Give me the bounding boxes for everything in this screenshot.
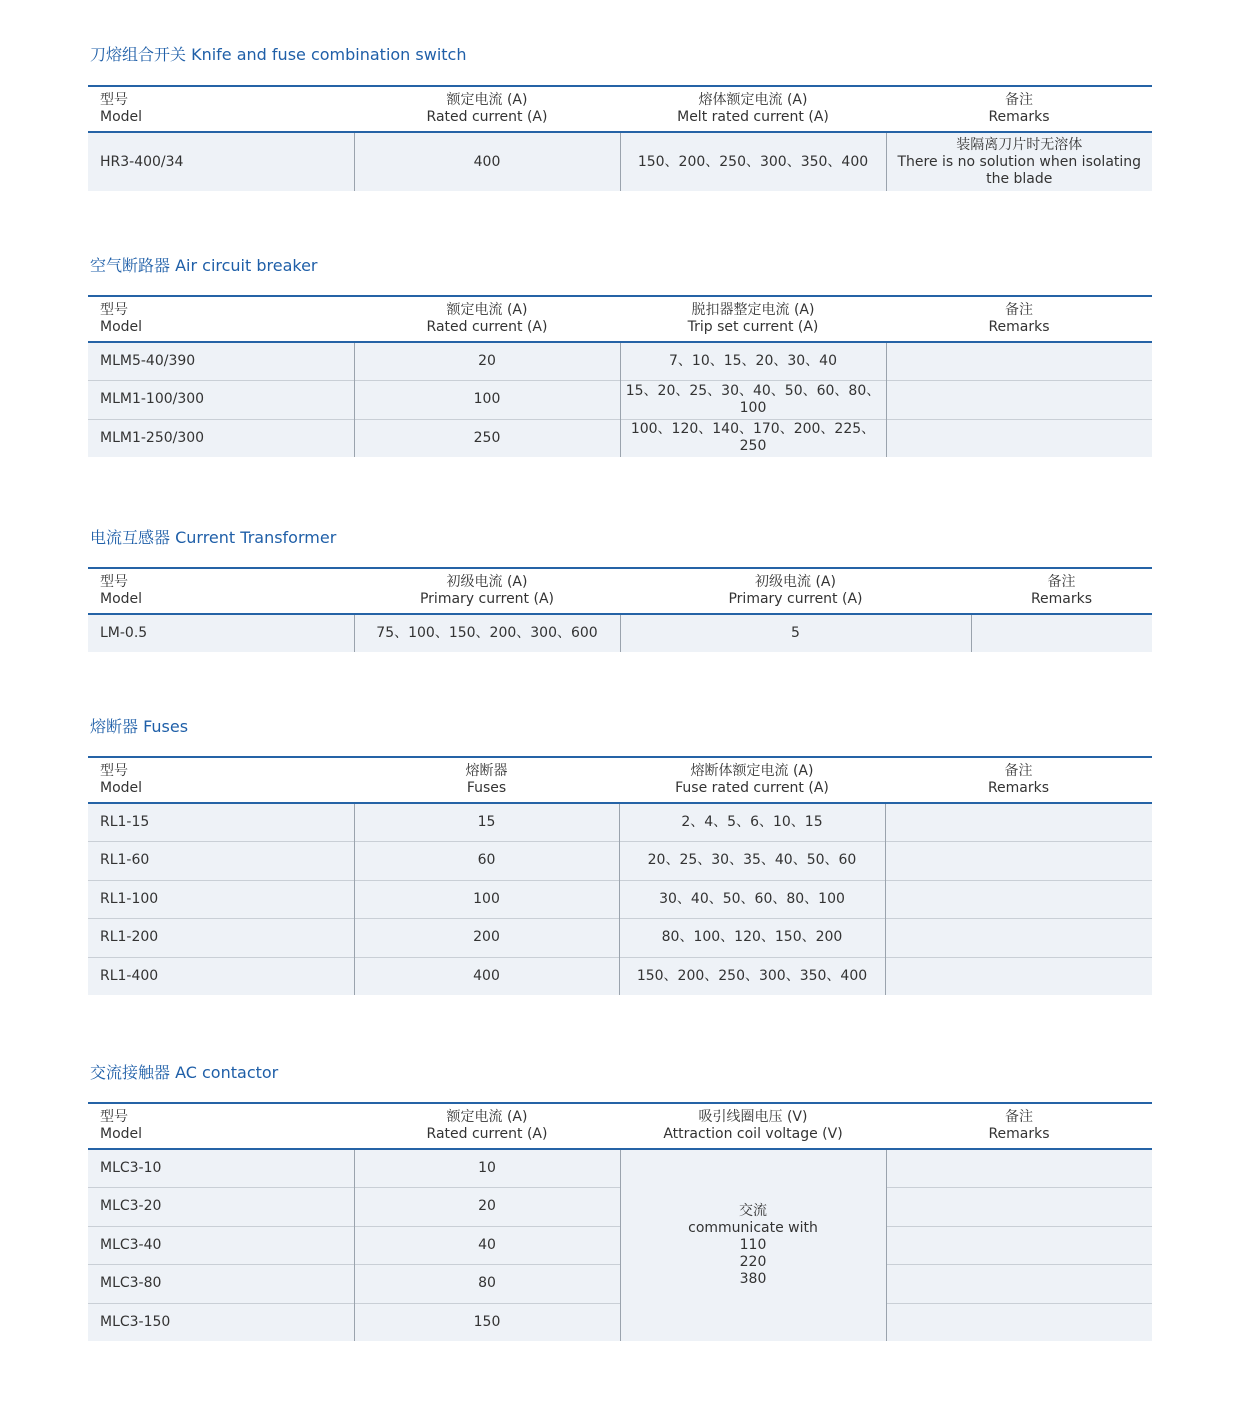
- cell-model: MLC3-150: [88, 1303, 354, 1341]
- cell-remarks: [886, 1187, 1152, 1226]
- section-title: 交流接触器 AC contactor: [90, 1063, 279, 1082]
- cell-fuse: 15: [354, 803, 619, 841]
- header-rated-current: 额定电流 (A) Rated current (A): [354, 1103, 620, 1149]
- cell-rated-current: 250: [354, 419, 620, 457]
- header-model: 型号 Model: [88, 568, 354, 614]
- cell-model: RL1-60: [88, 841, 354, 880]
- table-row: [88, 803, 1152, 841]
- table-header-row: [88, 1103, 1152, 1149]
- header-model: 型号 Model: [88, 757, 354, 803]
- table-header-row: [88, 757, 1152, 803]
- table-row: [88, 419, 1152, 457]
- coil-voltage-220: 220: [739, 1254, 767, 1270]
- table-row: [88, 1149, 1152, 1187]
- table-header-row: [88, 296, 1152, 342]
- header-primary-current: 初级电流 (A) Primary current (A): [354, 568, 620, 614]
- header-rated-current: 额定电流 (A) Rated current (A): [354, 86, 620, 132]
- cell-model: MLC3-10: [88, 1149, 354, 1187]
- header-model: 型号 Model: [88, 86, 354, 132]
- cell-coil-voltage: [620, 1149, 886, 1341]
- current-transformer-table: [88, 567, 1152, 652]
- cell-model: RL1-400: [88, 957, 354, 995]
- cell-remarks: [886, 132, 1152, 191]
- table-header-row: [88, 568, 1152, 614]
- coil-voltage-380: 380: [739, 1271, 767, 1287]
- cell-fuse-current-range: 80、100、120、150、200: [619, 918, 885, 957]
- table-row: [88, 342, 1152, 380]
- cell-trip-current-range: 7、10、15、20、30、40: [620, 342, 886, 380]
- cell-fuse-current-range: 150、200、250、300、350、400: [619, 957, 885, 995]
- header-model: 型号 Model: [88, 1103, 354, 1149]
- cell-remarks: [886, 1303, 1152, 1341]
- cell-secondary-current: 5: [620, 614, 971, 652]
- section-title: 空气断路器 Air circuit breaker: [90, 256, 318, 275]
- cell-fuse-current-range: 30、40、50、60、80、100: [619, 880, 885, 918]
- cell-model: MLC3-80: [88, 1264, 354, 1303]
- cell-fuse: 200: [354, 918, 619, 957]
- cell-remarks: [885, 880, 1152, 918]
- header-remarks: 备注 Remarks: [886, 86, 1152, 132]
- cell-model: RL1-100: [88, 880, 354, 918]
- cell-model: HR3-400/34: [88, 132, 354, 191]
- header-remarks: 备注 Remarks: [886, 296, 1152, 342]
- header-model: 型号 Model: [88, 296, 354, 342]
- cell-remarks: [885, 918, 1152, 957]
- cell-melt-current-range: 150、200、250、300、350、400: [620, 132, 886, 191]
- air-breaker-table: [88, 295, 1152, 457]
- table-row: [88, 614, 1152, 652]
- cell-remarks: [886, 419, 1152, 457]
- coil-voltage-zh: 交流: [739, 1203, 767, 1219]
- cell-fuse: 400: [354, 957, 619, 995]
- header-remarks: 备注 Remarks: [885, 757, 1152, 803]
- cell-remarks: [886, 1149, 1152, 1187]
- cell-remarks: [885, 841, 1152, 880]
- cell-fuse-current-range: 20、25、30、35、40、50、60: [619, 841, 885, 880]
- cell-rated-current: 400: [354, 132, 620, 191]
- fuses-table: [88, 756, 1152, 995]
- cell-trip-current-range: 100、120、140、170、200、225、250: [620, 419, 886, 457]
- cell-model: MLC3-20: [88, 1187, 354, 1226]
- cell-trip-current-range: [620, 380, 886, 419]
- cell-model: MLM1-100/300: [88, 380, 354, 419]
- range-line-2: 100: [739, 399, 767, 416]
- table-row: [88, 957, 1152, 995]
- header-remarks: 备注 Remarks: [971, 568, 1152, 614]
- header-remarks: 备注 Remarks: [886, 1103, 1152, 1149]
- cell-remarks: [886, 1226, 1152, 1264]
- cell-primary-current: 75、100、150、200、300、600: [354, 614, 620, 652]
- cell-rated-current: 80: [354, 1264, 620, 1303]
- coil-voltage-110: 110: [739, 1237, 767, 1253]
- knife-fuse-table: [88, 85, 1152, 191]
- cell-fuse: 100: [354, 880, 619, 918]
- ac-contactor-table: [88, 1102, 1152, 1341]
- cell-remarks: [886, 380, 1152, 419]
- cell-remarks: [885, 803, 1152, 841]
- header-primary-current-2: 初级电流 (A) Primary current (A): [620, 568, 971, 614]
- cell-model: MLM5-40/390: [88, 342, 354, 380]
- header-fuse-rated-current: 熔断体额定电流 (A) Fuse rated current (A): [619, 757, 885, 803]
- coil-voltage-en: communicate with: [688, 1220, 818, 1236]
- cell-remarks: [886, 1264, 1152, 1303]
- table-header-row: [88, 86, 1152, 132]
- range-line-1: 15、20、25、30、40、50、60、80、: [625, 382, 881, 399]
- remark-en-cont: the blade: [986, 170, 1053, 187]
- cell-model: RL1-200: [88, 918, 354, 957]
- header-coil-voltage: 吸引线圈电压 (V) Attraction coil voltage (V): [620, 1103, 886, 1149]
- section-title: 熔断器 Fuses: [90, 717, 189, 736]
- table-row: [88, 841, 1152, 880]
- cell-model: LM-0.5: [88, 614, 354, 652]
- section-title: 电流互感器 Current Transformer: [90, 528, 337, 547]
- cell-rated-current: 40: [354, 1226, 620, 1264]
- cell-fuse-current-range: 2、4、5、6、10、15: [619, 803, 885, 841]
- cell-rated-current: 10: [354, 1149, 620, 1187]
- cell-remarks: [886, 342, 1152, 380]
- table-row: [88, 880, 1152, 918]
- cell-rated-current: 150: [354, 1303, 620, 1341]
- header-rated-current: 额定电流 (A) Rated current (A): [354, 296, 620, 342]
- cell-rated-current: 20: [354, 1187, 620, 1226]
- header-trip-set-current: 脱扣器整定电流 (A) Trip set current (A): [620, 296, 886, 342]
- cell-remarks: [885, 957, 1152, 995]
- header-fuses: 熔断器 Fuses: [354, 757, 619, 803]
- cell-remarks: [971, 614, 1152, 652]
- cell-model: MLC3-40: [88, 1226, 354, 1264]
- section-title: 刀熔组合开关 Knife and fuse combination switch: [90, 45, 467, 64]
- remark-en: There is no solution when isolating: [897, 153, 1142, 170]
- table-row: [88, 380, 1152, 419]
- cell-rated-current: 100: [354, 380, 620, 419]
- table-row: [88, 918, 1152, 957]
- cell-model: MLM1-250/300: [88, 419, 354, 457]
- table-row: [88, 132, 1152, 191]
- header-melt-rated-current: 熔体额定电流 (A) Melt rated current (A): [620, 86, 886, 132]
- cell-model: RL1-15: [88, 803, 354, 841]
- remark-zh: 装隔离刀片时无溶体: [956, 136, 1083, 153]
- cell-fuse: 60: [354, 841, 619, 880]
- cell-rated-current: 20: [354, 342, 620, 380]
